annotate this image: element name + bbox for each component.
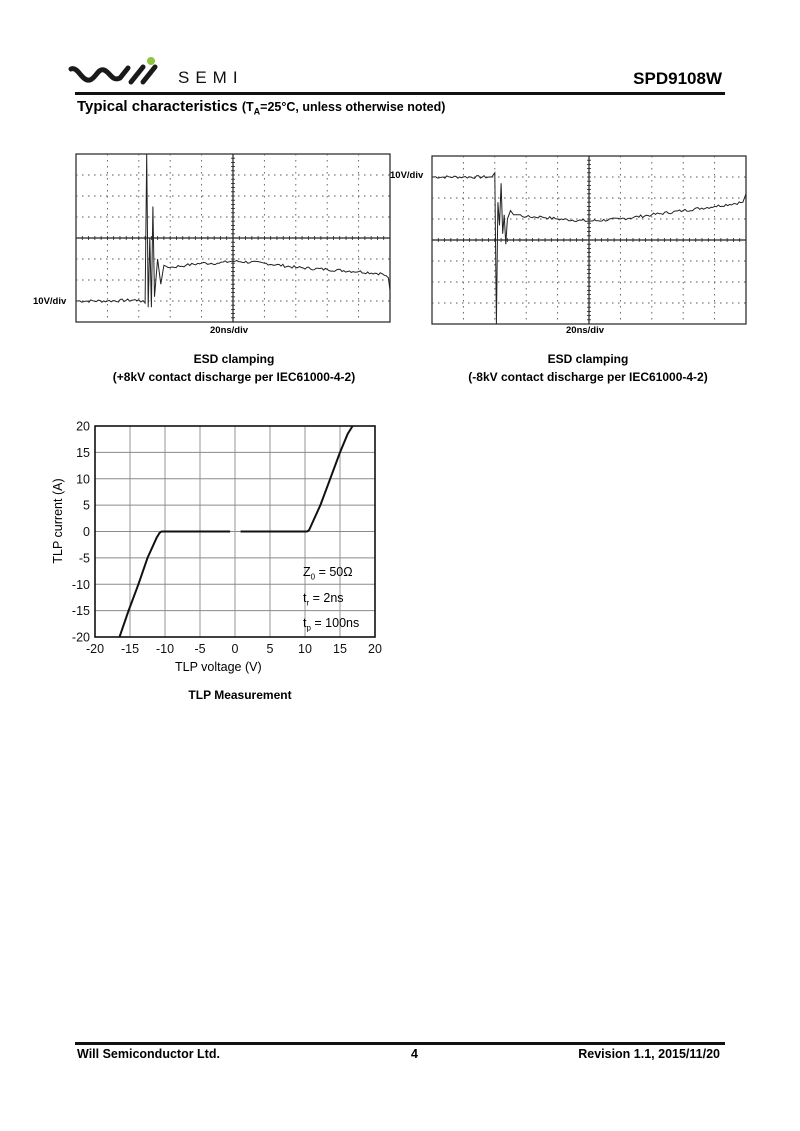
condition-sub: A: [253, 106, 261, 117]
tlp-ylabel: TLP current (A): [51, 478, 65, 564]
footer-company: Will Semiconductor Ltd.: [77, 1047, 220, 1061]
condition-suffix: =25°C, unless otherwise noted): [260, 100, 446, 114]
annotation-tp: $t_p = 100ns$: [303, 616, 360, 633]
logo-slash-2: [143, 67, 155, 82]
tlp-ytick-label: -20: [71, 630, 90, 645]
tlp-ytick-label: 0: [83, 525, 90, 539]
tlp-xtick-label: 5: [266, 642, 274, 656]
scope2-hdiv-label: 20ns/div: [566, 325, 605, 336]
scope1-hdiv-label: 20ns/div: [210, 325, 249, 336]
scope2-vdiv-label: 10V/div: [390, 170, 424, 181]
tlp-xtick-label: 10: [298, 642, 312, 656]
tlp-xtick-label: 15: [333, 642, 347, 656]
condition-prefix: (T: [241, 100, 254, 114]
tlp-ytick-label: 20: [76, 419, 90, 434]
scope1-vdiv-label: 10V/div: [33, 296, 67, 307]
tlp-ytick-label: -10: [71, 577, 90, 592]
will-semi-logo: [68, 56, 180, 86]
logo-dot: [147, 57, 155, 65]
tlp-xtick-label: 20: [368, 642, 382, 656]
tlp-xtick-label: -20: [85, 642, 105, 656]
scope2-caption: [432, 350, 744, 386]
annotation-z0: $Z_0 = 50\Omega$: [303, 565, 353, 582]
scope1-subtitle: (+8kV contact discharge per IEC61000-4-2): [112, 370, 356, 384]
scope1-title: ESD clamping: [193, 352, 275, 366]
section-title-text: Typical characteristics: [77, 98, 238, 115]
tlp-xtick-label: 0: [231, 642, 239, 656]
footer-page-number: 4: [411, 1047, 418, 1061]
tlp-ytick-label: -5: [78, 551, 90, 566]
footer-revision: Revision 1.1, 2015/11/20: [578, 1047, 720, 1061]
annotation-tr: $t_r = 2ns$: [303, 590, 344, 607]
part-number: SPD9108W: [633, 69, 722, 88]
tlp-annotations: [303, 562, 359, 639]
logo-text: SEMI: [178, 68, 244, 87]
scope2-title: ESD clamping: [547, 352, 629, 366]
tlp-xtick-label: -5: [194, 642, 206, 656]
logo-wave: [71, 68, 128, 80]
tlp-xtick-label: -10: [155, 642, 175, 656]
esd-scope-positive: [75, 153, 391, 323]
esd-scope-negative: [431, 155, 747, 325]
tlp-xtick-label: -15: [120, 642, 140, 656]
tlp-ytick-label: -15: [71, 604, 90, 619]
logo-slash-1: [131, 67, 143, 82]
tlp-ytick-label: 5: [83, 498, 90, 513]
tlp-xlabel: TLP voltage (V): [175, 660, 262, 674]
section-condition: [241, 100, 446, 117]
header-rule: [75, 92, 725, 95]
tlp-caption: TLP Measurement: [188, 688, 292, 702]
scope2-subtitle: (-8kV contact discharge per IEC61000-4-2): [468, 370, 708, 384]
section-title: [77, 98, 445, 117]
tlp-ytick-label: 15: [76, 445, 90, 460]
footer-rule: [75, 1042, 725, 1045]
scope1-caption: [78, 350, 390, 386]
tlp-ytick-label: 10: [76, 472, 90, 487]
